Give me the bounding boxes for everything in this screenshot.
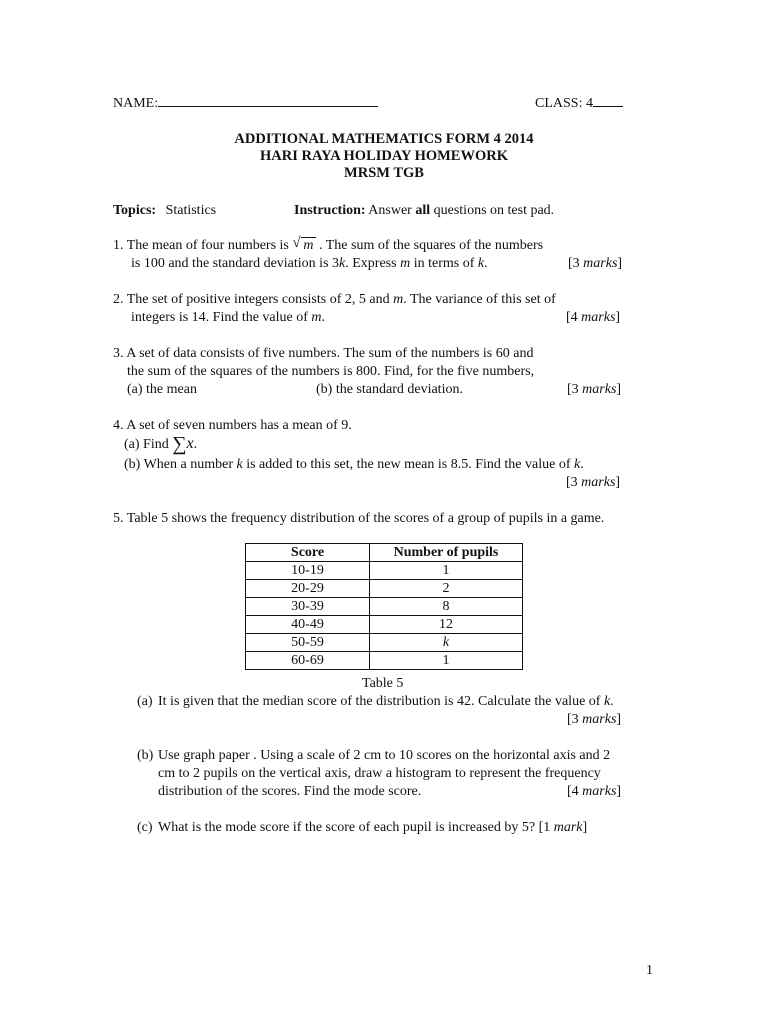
q5b-line-1: Use graph paper . Using a scale of 2 cm to 10 scores on the horizontal axis and 2 [158,748,611,763]
q2-l1-b: . The variance of this set of [403,292,556,307]
q1-marks-word: marks [583,256,618,271]
score-cell: 10-19 [246,562,370,580]
q2-l2-m: m [311,310,322,325]
q3-marks-num: [3 [567,382,583,397]
class-field [535,94,623,112]
q1-l2-d: . [484,256,488,271]
table-row [246,580,523,598]
pupils-cell: 1 [370,652,523,670]
q4-part-a [124,435,197,453]
q5b-marks-word: marks [582,784,617,799]
q5b-marks-num: [4 [567,784,583,799]
sigma-symbol: ∑ [172,433,187,455]
q2-marks-word: marks [581,310,616,325]
q2-marks [566,309,620,326]
q3-line-2: the sum of the squares of the numbers is 800. Find, for the five numbers, [127,364,535,379]
q4-a-pre: (a) Find [124,437,169,452]
q3-part-b: (b) the standard deviation. [316,382,463,397]
q3-marks [567,381,621,398]
q1-l2-k2: k [477,256,485,271]
score-cell: 60-69 [246,652,370,670]
q2-l2-a: integers is 14. Find the value of [131,310,312,325]
q4-marks [566,474,620,491]
q5a-marks [567,711,621,728]
class-label: CLASS: 4 [535,96,593,111]
q1-l2-m: m [400,256,411,271]
q5a-label: (a) [137,694,153,709]
topics-value: Statistics [165,203,217,218]
q5c-text-a: What is the mode score if the score of each pupil is increased by 5? [1 [158,820,554,835]
title-line-1: ADDITIONAL MATHEMATICS FORM 4 2014 [234,131,534,147]
q5a-text-b: . [610,694,614,709]
pupils-cell: k [370,634,523,652]
name-blank [158,94,378,107]
q5c-marks-close: ] [582,820,588,835]
pupils-cell: 8 [370,598,523,616]
table-caption: Table 5 [362,676,404,691]
score-cell: 40-49 [246,616,370,634]
instruction-pre: Answer [368,203,416,218]
q2-l1-a: 2. The set of positive integers consists of 2, 5 and [113,292,394,307]
q3-part-a: (a) the mean [127,382,197,397]
q5a-marks-word: marks [582,712,617,727]
table-header-score: Score [246,544,370,562]
topics-label: Topics: [113,203,157,218]
q5-intro: 5. Table 5 shows the frequency distribution of the scores of a group of pupils in a game. [113,511,605,526]
q1-text-b: . The sum of the squares of the numbers [319,238,544,253]
instruction-bold: all [415,203,431,218]
q4-b-k: k [236,457,243,472]
q5c-label: (c) [137,820,153,835]
sqrt-var: m [303,238,314,253]
q4-b-k2: k [573,457,581,472]
q1-marks-close: ] [617,256,623,271]
table-header-pupils: Number of pupils [370,544,523,562]
score-cell: 30-39 [246,598,370,616]
q5b-marks [567,783,621,800]
q4-b-c: . [580,457,584,472]
q2-l1-m: m [393,292,404,307]
topics-row [113,202,216,219]
q4-a-var: x [186,435,194,452]
page-number: 1 [646,963,653,978]
table-row [246,652,523,670]
q4-b-b: is added to this set, the new mean is 8.5. Find the value of [242,457,574,472]
q5a-marks-close: ] [616,712,622,727]
q5a-k: k [603,694,611,709]
q2-marks-close: ] [615,310,621,325]
name-field [113,94,378,112]
q5a-text [158,693,614,710]
table-header-row [246,544,523,562]
q3-marks-word: marks [582,382,617,397]
title-line-2: HARI RAYA HOLIDAY HOMEWORK [259,148,509,164]
q5b-label: (b) [137,748,154,763]
q1-marks-num: [3 [568,256,584,271]
pupils-cell: 12 [370,616,523,634]
q2-marks-num: [4 [566,310,582,325]
q3-line-1: 3. A set of data consists of five numbers. The sum of the numbers is 60 and [113,346,534,361]
table-row [246,598,523,616]
instruction-row [294,202,554,219]
pupils-cell: 2 [370,580,523,598]
q1-l2-a: is 100 and the standard deviation is 3 [131,256,340,271]
q1-l2-b: . Express [345,256,401,271]
q1-text-a: 1. The mean of four numbers is [113,238,289,253]
q5b-line-3: distribution of the scores. Find the mode score. [158,784,422,799]
q5b-line-2: cm to 2 pupils on the vertical axis, draw a histogram to represent the frequency [158,766,601,781]
class-blank [593,94,623,107]
q4-marks-word: marks [581,475,616,490]
q2-l2-b: . [321,310,326,325]
q4-a-post: . [193,437,198,452]
q4-marks-close: ] [615,475,621,490]
instruction-label: Instruction: [294,203,366,218]
pupils-cell: 1 [370,562,523,580]
q2-line-1 [113,291,556,308]
q5a-marks-num: [3 [567,712,583,727]
q5c-marks-word: mark [553,820,583,835]
q5a-text-a: It is given that the median score of the distribution is 42. Calculate the value of [158,694,604,709]
table-row [246,562,523,580]
q1-line-1 [113,237,543,254]
q1-line-2 [131,255,488,272]
q4-marks-num: [3 [566,475,582,490]
q5c-text [158,819,587,836]
sqrt-m: √ m [292,235,314,253]
table-row [246,616,523,634]
instruction-post: questions on test pad. [430,203,555,218]
q5b-marks-close: ] [616,784,622,799]
score-cell: 20-29 [246,580,370,598]
q4-line-1: 4. A set of seven numbers has a mean of 9. [113,418,352,433]
title-line-3: MRSM TGB [344,165,424,181]
name-label: NAME: [113,96,159,111]
q4-part-b [124,456,584,473]
q4-b-a: (b) When a number [124,457,237,472]
score-cell: 50-59 [246,634,370,652]
q1-marks [568,255,622,272]
frequency-table [245,543,523,670]
q2-line-2 [131,309,325,326]
q3-marks-close: ] [616,382,622,397]
q1-l2-k: k [339,256,346,271]
q1-l2-c: in terms of [410,256,478,271]
table-row [246,634,523,652]
